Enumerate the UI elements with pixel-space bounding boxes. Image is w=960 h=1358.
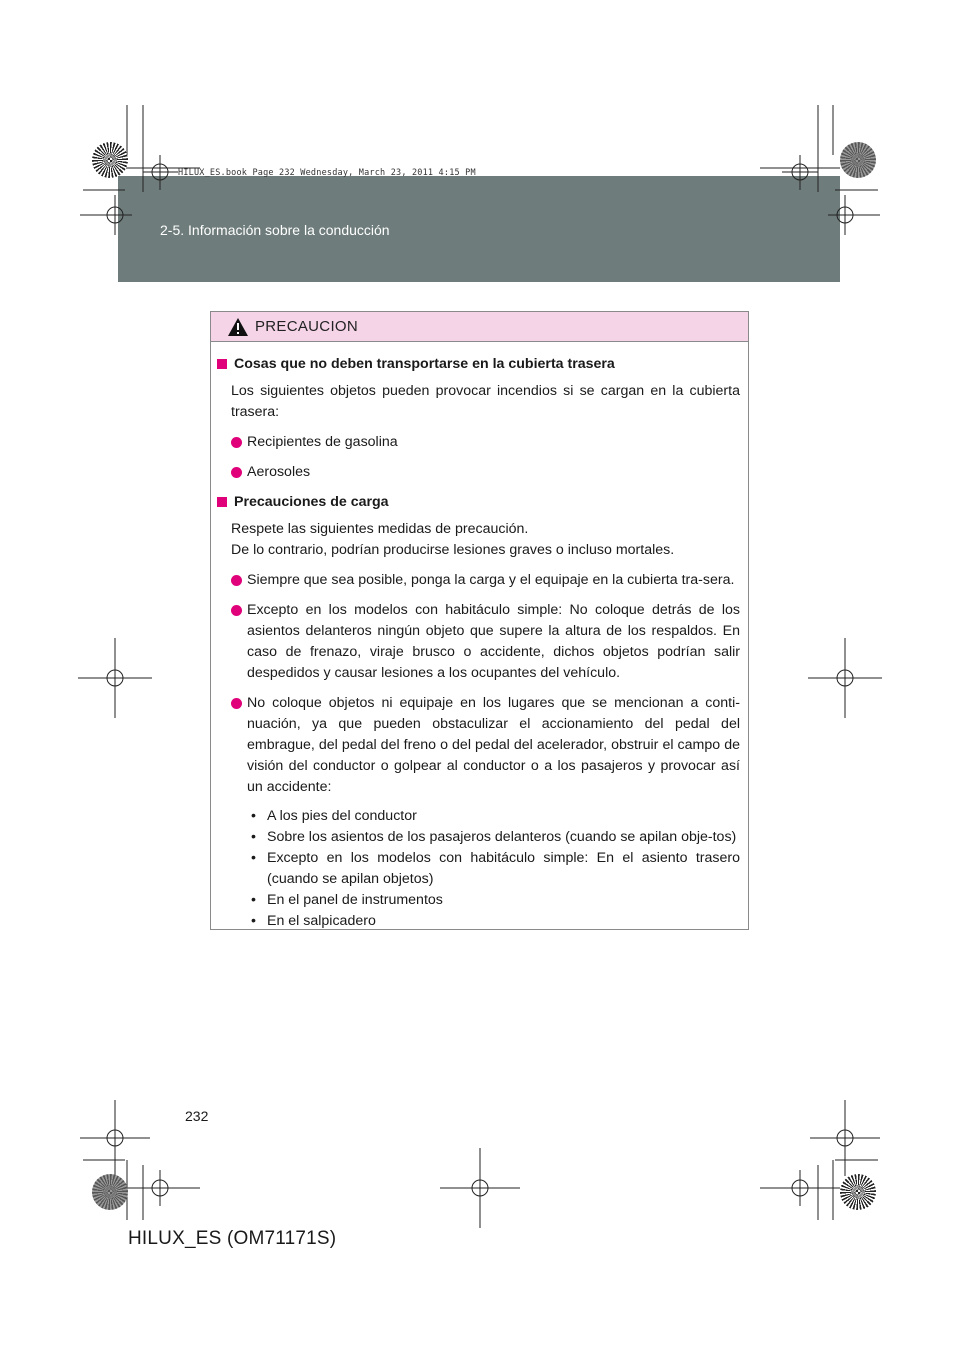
list-item: No coloque objetos ni equipaje en los lugares que se mencionan a conti-nuación, ya que pueden obstaculizar el accionamiento del pedal del embrague, del pedal del freno o del pedal del acelerador, obstruir el campo de visión del conductor o golpear al conductor o a los pasajeros y provocar así un accidente: bbox=[231, 693, 740, 798]
circle-bullet-icon bbox=[231, 437, 242, 448]
warning-icon bbox=[227, 317, 249, 337]
sub-list-item: • Sobre los asientos de los pasajeros delanteros (cuando se apilan obje-tos) bbox=[251, 829, 737, 845]
starburst-mark bbox=[840, 142, 876, 178]
caution-header bbox=[211, 312, 748, 342]
sub-list-item: • En el panel de instrumentos bbox=[251, 892, 443, 908]
sub-list-item: • Excepto en los modelos con habitáculo simple: En el asiento trasero (cuando se apilan objetos) bbox=[251, 850, 740, 887]
square-bullet-icon bbox=[217, 497, 227, 507]
circle-bullet-icon bbox=[231, 698, 242, 709]
square-bullet-icon bbox=[217, 359, 227, 369]
section-heading: Precauciones de carga bbox=[217, 492, 740, 513]
list-item: Excepto en los modelos con habitáculo simple: No coloque detrás de los asientos delanteros ningún objeto que supere la altura de los respaldos. En caso de frenazo, viraje brusco o accidente, dichos objetos podrían salir despedidos y causar lesiones a los ocupantes del vehículo. bbox=[231, 600, 740, 684]
book-stamp: HILUX_ES.book Page 232 Wednesday, March 23, 2011 4:15 PM bbox=[178, 168, 476, 178]
starburst-mark bbox=[92, 142, 128, 178]
list-item: Siempre que sea posible, ponga la carga y el equipaje en la cubierta tra-sera. bbox=[231, 570, 740, 591]
sub-list-item: • A los pies del conductor bbox=[251, 808, 417, 824]
circle-bullet-icon bbox=[231, 467, 242, 478]
section-title: 2-5. Información sobre la conducción bbox=[160, 222, 390, 238]
caution-title: PRECAUCION bbox=[255, 318, 359, 335]
paragraph: Respete las siguientes medidas de precaución. De lo contrario, podrían producirse lesiones graves o incluso mortales. bbox=[231, 521, 675, 558]
list-item: Recipientes de gasolina bbox=[231, 432, 740, 453]
circle-bullet-icon bbox=[231, 605, 242, 616]
sub-list bbox=[251, 806, 740, 932]
sub-list-item: • En el salpicadero bbox=[251, 913, 376, 929]
caution-box bbox=[210, 311, 749, 930]
starburst-mark bbox=[840, 1174, 876, 1210]
section-heading: Cosas que no deben transportarse en la cubierta trasera bbox=[217, 354, 740, 375]
footer-code: HILUX_ES (OM71171S) bbox=[128, 1228, 337, 1249]
list-item: Aerosoles bbox=[231, 462, 740, 483]
circle-bullet-icon bbox=[231, 575, 242, 586]
page-number: 232 bbox=[185, 1108, 209, 1124]
starburst-mark bbox=[92, 1174, 128, 1210]
caution-body bbox=[211, 342, 748, 932]
paragraph: Los siguientes objetos pueden provocar incendios si se cargan en la cubierta trasera: bbox=[231, 383, 740, 420]
